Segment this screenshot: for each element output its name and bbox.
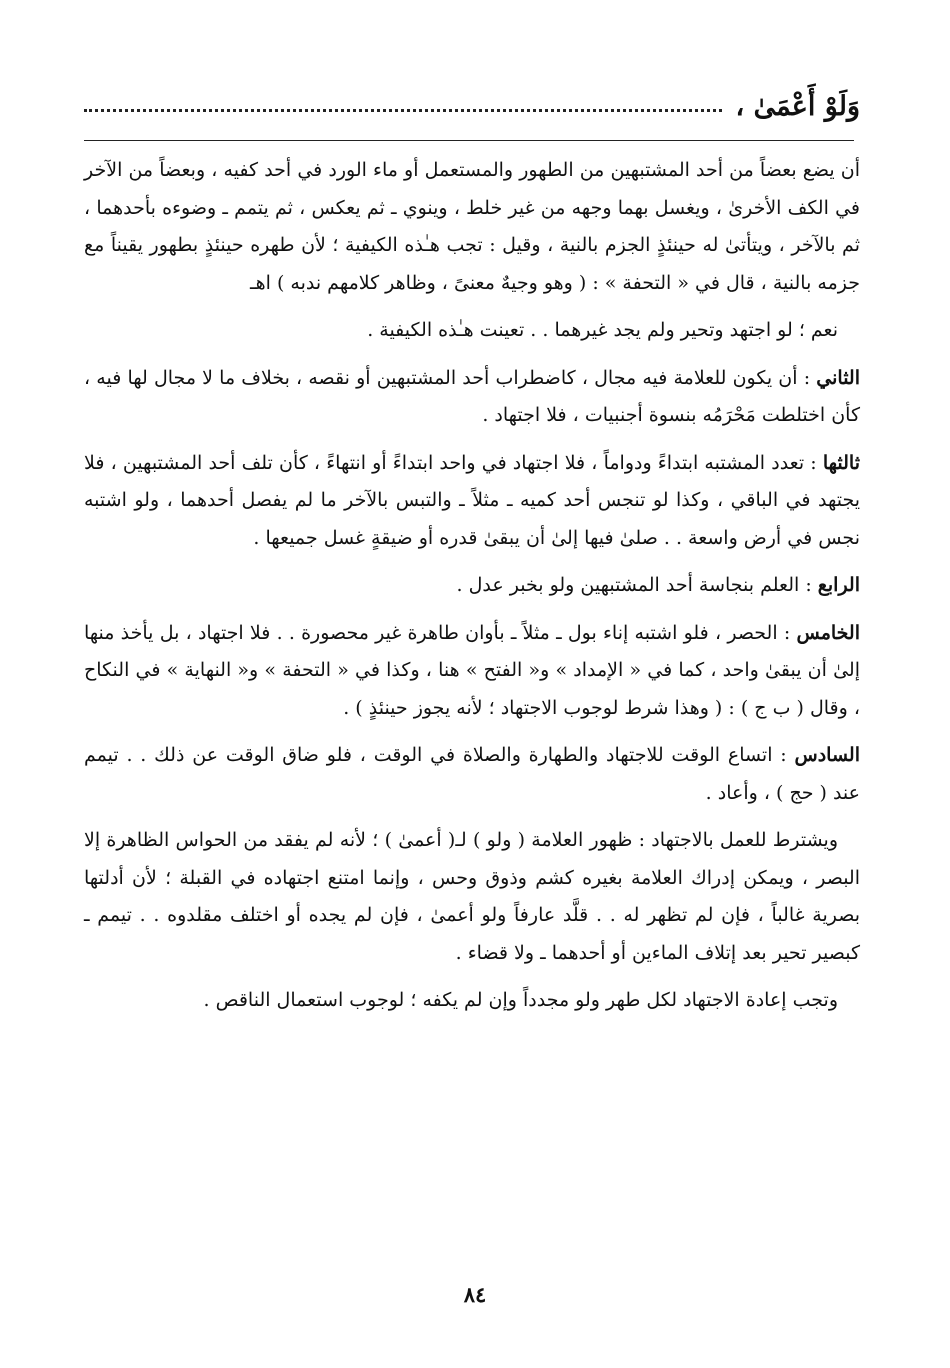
paragraph-text: : اتساع الوقت للاجتهاد والطهارة والصلاة في الوقت ، فلو ضاق الوقت عن ذلك . . تيمم عند ( حج ) ، وأعاد . <box>84 744 860 804</box>
paragraph-lead: السادس <box>794 744 860 766</box>
paragraph-text: : الحصر ، فلو اشتبه إناء بول ـ مثلاً ـ بأوان طاهرة غير محصورة . . فلا اجتهاد ، بل يأخذ منها إلىٰ أن يبقىٰ واحد ، كما في « الإمداد » و« الفتح » هنا ، وكذا في « التحفة » و« النهاية » في النكاح ، وقال ( ب ج ) : ( وهذا شرط لوجوب الاجتهاد ؛ لأنه يجوز حينئذٍ ) . <box>84 621 860 719</box>
running-header <box>84 72 860 122</box>
paragraph <box>84 152 860 302</box>
body-text <box>84 152 860 1030</box>
paragraph-text: : العلم بنجاسة أحد المشتبهين ولو بخبر عدل . <box>456 574 818 596</box>
paragraph-text: نعم ؛ لو اجتهد وتحير ولم يجد غيرهما . . تعينت هـٰذه الكيفية . <box>367 319 838 341</box>
page-number: ٨٤ <box>463 1282 487 1307</box>
paragraph-text: : تعدد المشتبه ابتداءً ودواماً ، فلا اجتهاد في واحد ابتداءً أو انتهاءً ، كأن تلف أحد المشتبهين ، فلا يجتهد في الباقي ، وكذا لو تنجس أحد كميه ـ مثلاً ـ والتبس بالآخر ما لم يفصل أحدهما ، ولو اشتبه نجس في أرض واسعة . . صلىٰ فيها إلىٰ أن يبقىٰ قدره أو ضيقةٍ غسل جميعها . <box>84 451 860 549</box>
paragraph-text: أن يضع بعضاً من أحد المشتبهين من الطهور والمستعمل أو ماء الورد في أحد كفيه ، وبعضاً من الآخر في الكف الأخرىٰ ، ويغسل بهما وجهه من غير خلط ، وينوي ـ ثم يعكس ، ثم يتمم ـ وضوءه بأحدهما ، ثم بالآخر ، ويتأتىٰ له حينئذٍ الجزم بالنية ، وقيل : تجب هـٰذه الكيفية ؛ لأن طهره حينئذٍ بطهور يقيناً مع جزمه بالنية ، قال في « التحفة » : ( وهو وجيهٌ معنىً ، وظاهر كلامهم ندبه ) اهـ <box>84 159 860 294</box>
paragraph-text: : أن يكون للعلامة فيه مجال ، كاضطراب أحد المشتبهين أو نقصه ، بخلاف ما لا مجال لها فيه ، كأن اختلطت مَحْرَمُه بنسوة أجنبيات ، فلا اجتهاد . <box>84 366 860 426</box>
paragraph-lead: الخامس <box>796 621 860 644</box>
paragraph <box>84 982 860 1020</box>
leader-dots <box>84 109 722 112</box>
paragraph-lead: الثاني <box>816 366 860 389</box>
paragraph-lead: ثالثها <box>822 451 861 474</box>
paragraph <box>84 567 860 605</box>
paragraph <box>84 615 860 728</box>
paragraph <box>84 360 860 435</box>
paragraph <box>84 737 860 812</box>
paragraph-text: ويشترط للعمل بالاجتهاد : ظهور العلامة ( ولو ) لـ( أعمىٰ ) ؛ لأنه لم يفقد من الحواس الظاهرة إلا البصر ، ويمكن إدراك العلامة بغيره كشم وذوق وحس ، وإنما امتنع اجتهاده في القبلة ؛ لأن أدلتها بصرية غالباً ، فإن لم تظهر له . . قلَّد عارفاً ولو أعمىٰ ، فإن لم يجده أو اختلف مقلدوه . . تيمم ـ كبصير تحير بعد إتلاف الماءين أو أحدهما ـ ولا قضاء . <box>84 829 860 964</box>
paragraph <box>84 822 860 972</box>
paragraph <box>84 445 860 558</box>
paragraph-lead: الرابع <box>817 574 860 596</box>
running-title: وَلَوْ أَعْمَىٰ ، <box>735 91 860 122</box>
paragraph-text: وتجب إعادة الاجتهاد لكل طهر ولو مجدداً وإن لم يكفه ؛ لوجوب استعمال الناقص . <box>203 989 838 1011</box>
paragraph <box>84 312 860 350</box>
header-rule <box>84 140 854 141</box>
